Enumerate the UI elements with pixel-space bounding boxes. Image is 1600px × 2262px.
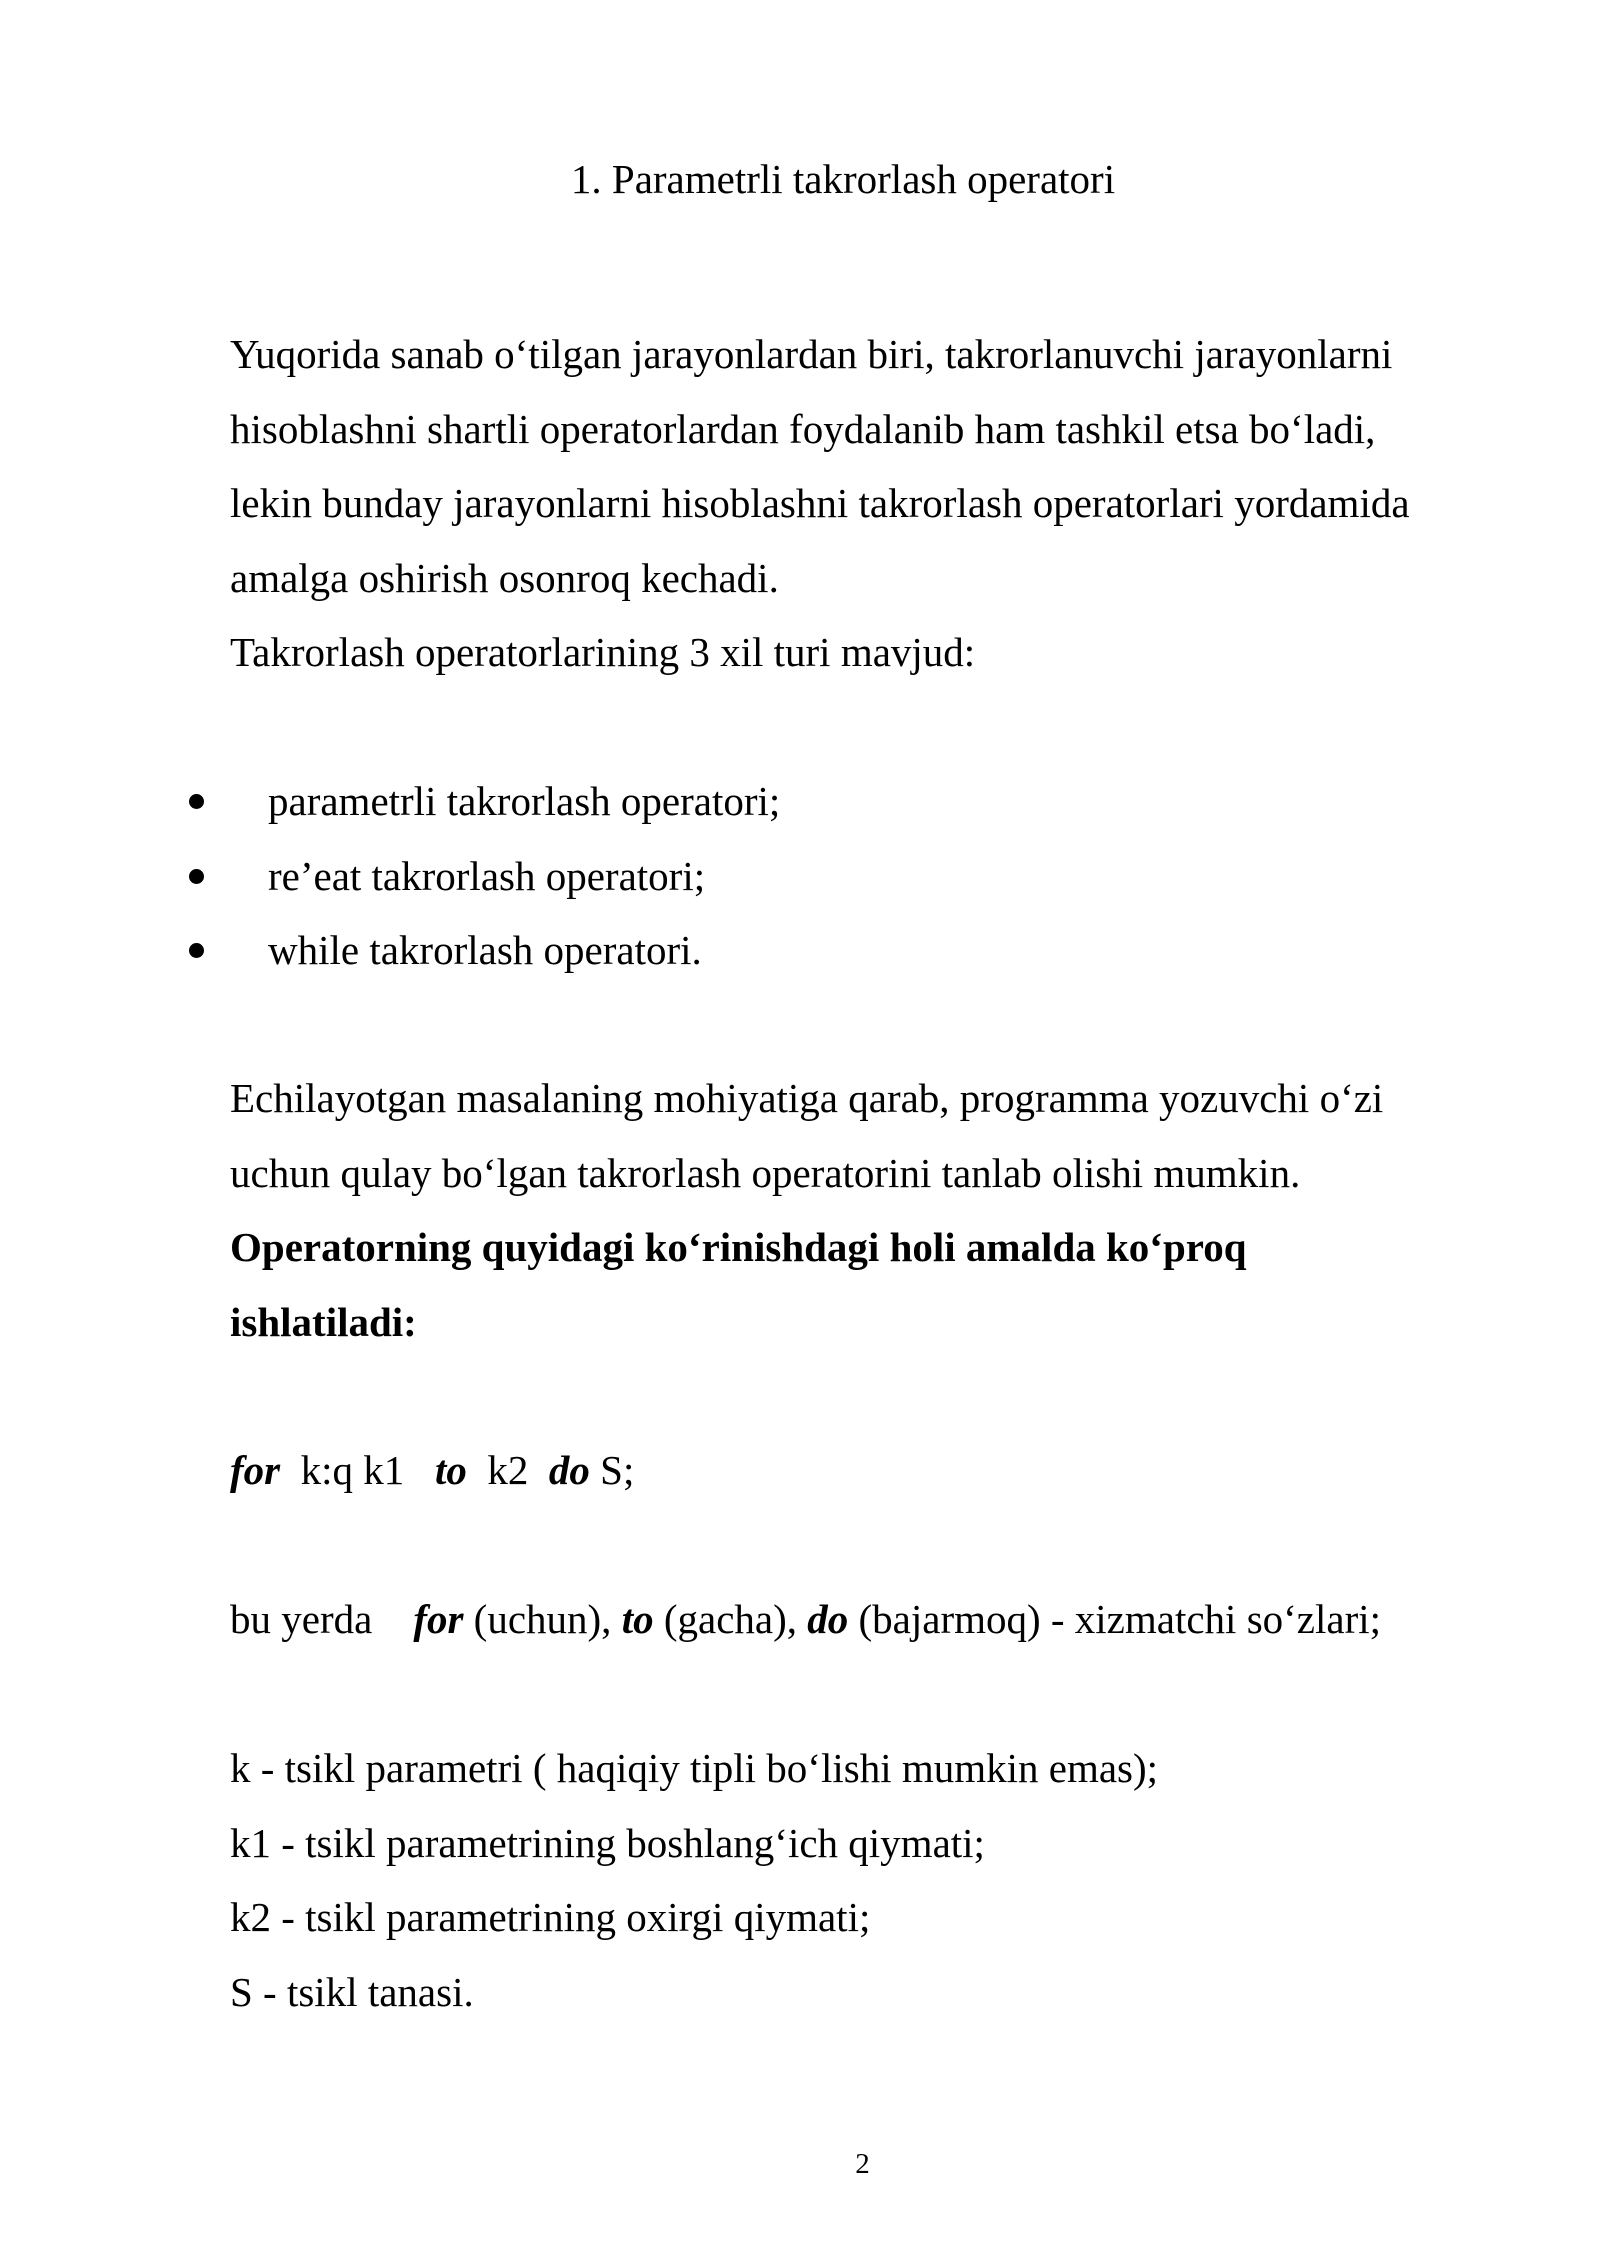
definition-line: k1 - tsikl parametrining boshlang‘ich qiymati; bbox=[230, 1819, 985, 1866]
bullet-icon bbox=[189, 794, 204, 809]
bold-statement-line: Operatorning quyidagi ko‘rinishdagi holi amalda ko‘proq bbox=[230, 1224, 1247, 1270]
keyword-meaning: (uchun), bbox=[463, 1596, 622, 1642]
syntax-part: k:q k1 bbox=[280, 1447, 436, 1493]
intro-line: lekin bunday jarayonlarni hisoblashni takrorlash operatorlari yordamida bbox=[230, 480, 1410, 526]
keyword-for: for bbox=[413, 1596, 464, 1642]
definition-line: k - tsikl parametri ( haqiqiy tipli bo‘lishi mumkin emas); bbox=[230, 1745, 1159, 1791]
definition-line: S - tsikl tanasi. bbox=[230, 1968, 474, 2015]
choice-paragraph bbox=[230, 1061, 1383, 1359]
syntax-part: k2 bbox=[466, 1447, 549, 1493]
choice-line: uchun qulay bo‘lgan takrorlash operatorini tanlab olishi mumkin. bbox=[230, 1149, 1301, 1196]
for-syntax-line bbox=[230, 1433, 634, 1508]
intro-line: Takrorlash operatorlarining 3 xil turi mavjud: bbox=[230, 629, 976, 675]
intro-line: hisoblashni shartli operatorlardan foydalanib ham tashkil etsa bo‘ladi, bbox=[230, 405, 1376, 452]
page-number: 2 bbox=[855, 2148, 870, 2180]
choice-line: Echilayotgan masalaning mohiyatiga qarab, programma yozuvchi o‘zi bbox=[230, 1075, 1384, 1121]
keyword-meaning: (bajarmoq) - xizmatchi so‘zlari; bbox=[848, 1596, 1382, 1642]
bullet-icon bbox=[189, 869, 204, 884]
bold-statement-line: ishlatiladi: bbox=[230, 1298, 417, 1345]
syntax-part: S; bbox=[589, 1447, 635, 1493]
list-item-text: parametrli takrorlash operatori; bbox=[268, 778, 781, 824]
intro-line: Yuqorida sanab o‘tilgan jarayonlardan biri, takrorlanuvchi jarayonlarni bbox=[230, 331, 1393, 377]
keyword-to: to bbox=[621, 1596, 654, 1642]
keyword-do: do bbox=[807, 1596, 849, 1642]
keyword-to: to bbox=[435, 1447, 467, 1493]
bullet-icon bbox=[189, 943, 204, 958]
definitions-list bbox=[230, 1731, 1158, 2029]
definition-line: k2 - tsikl parametrining oxirgi qiymati; bbox=[230, 1894, 871, 1940]
list-item-text: re’eat takrorlash operatori; bbox=[268, 852, 706, 899]
intro-paragraph bbox=[230, 317, 1410, 690]
keyword-meaning: (gacha), bbox=[653, 1596, 808, 1642]
keyword-do: do bbox=[548, 1447, 590, 1493]
section-heading: 1. Parametrli takrorlash operatori bbox=[570, 156, 1116, 202]
service-words-line bbox=[230, 1582, 1381, 1657]
service-words-prefix: bu yerda bbox=[230, 1596, 414, 1642]
list-item-text: while takrorlash operatori. bbox=[268, 927, 702, 973]
intro-line: amalga oshirish osonroq kechadi. bbox=[230, 554, 779, 601]
keyword-for: for bbox=[230, 1447, 281, 1493]
